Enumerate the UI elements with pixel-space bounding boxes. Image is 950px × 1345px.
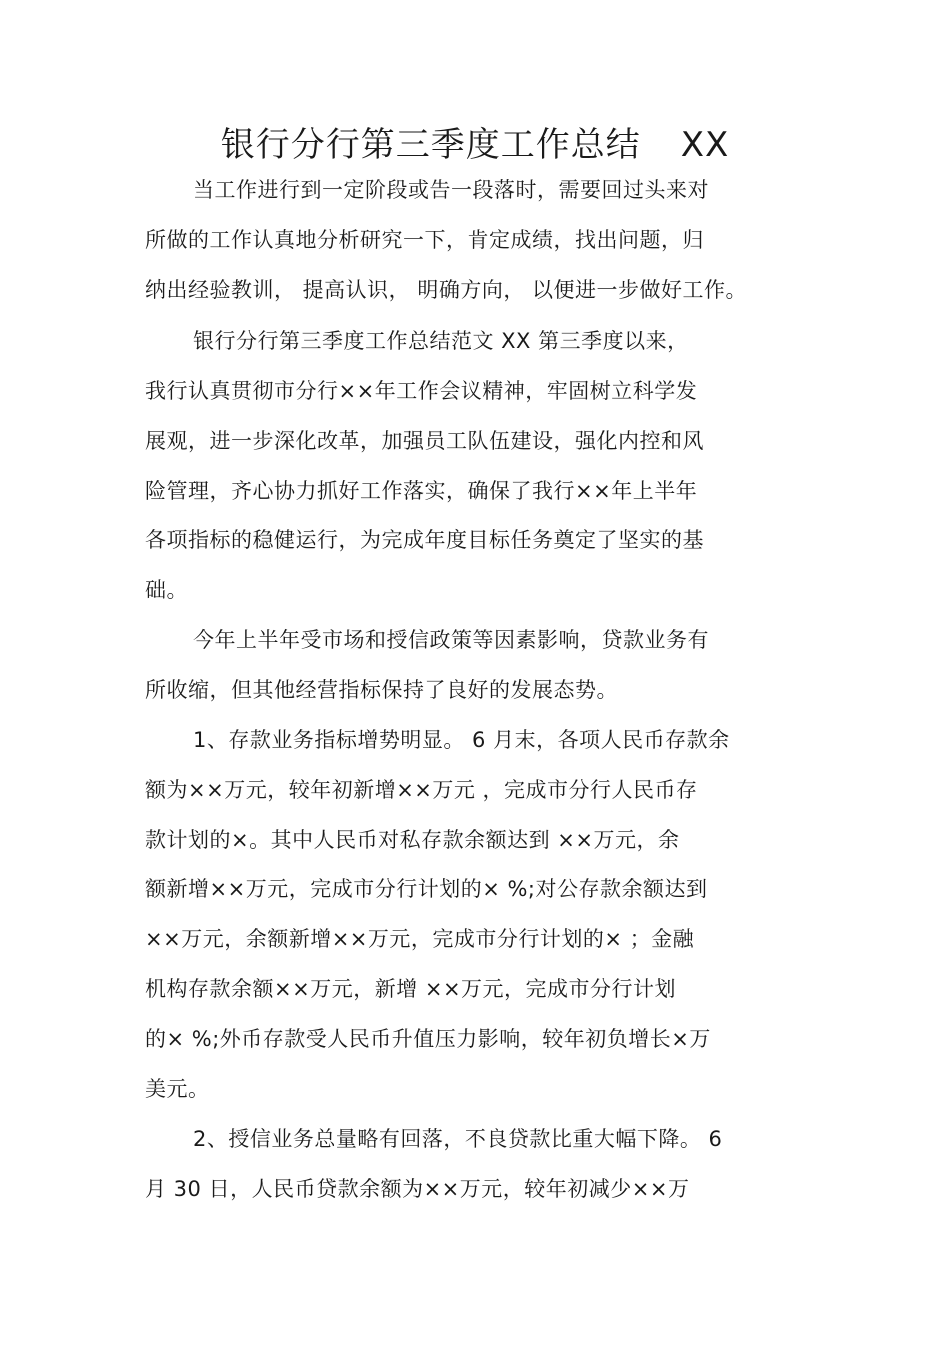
title-suffix: XX — [680, 125, 730, 165]
paragraph-line: 当工作进行到一定阶段或告一段落时，需要回过头来对 — [193, 178, 709, 202]
paragraph-line: 月 30 日，人民币贷款余额为××万元，较年初减少××万 — [145, 1177, 690, 1201]
paragraph-line: 险管理，齐心协力抓好工作落实，确保了我行××年上半年 — [145, 479, 698, 503]
paragraph-line: 纳出经验教训， 提高认识， 明确方向， 以便进一步做好工作。 — [145, 278, 748, 302]
document-title — [0, 120, 950, 170]
paragraph-line: 额为××万元，较年初新增××万元 ，完成市分行人民币存 — [145, 778, 698, 802]
paragraph-line: 各项指标的稳健运行，为完成年度目标任务奠定了坚实的基 — [145, 528, 704, 552]
paragraph-line: 展观，进一步深化改革，加强员工队伍建设，强化内控和风 — [145, 429, 704, 453]
paragraph-line: 额新增××万元，完成市分行计划的× %;对公存款余额达到 — [145, 877, 708, 901]
paragraph-line: 1、存款业务指标增势明显。 6 月末，各项人民币存款余 — [193, 728, 730, 752]
paragraph-line: 款计划的×。其中人民币对私存款余额达到 ××万元，余 — [145, 828, 680, 852]
title-main: 银行分行第三季度工作总结 — [220, 125, 641, 165]
paragraph-line: 的× %;外币存款受人民币升值压力影响，较年初负增长×万 — [145, 1027, 711, 1051]
paragraph-line: 我行认真贯彻市分行××年工作会议精神，牢固树立科学发 — [145, 379, 698, 403]
paragraph-line: ××万元，余额新增××万元，完成市分行计划的× ；金融 — [145, 927, 695, 951]
paragraph-line: 机构存款余额××万元，新增 ××万元，完成市分行计划 — [145, 977, 677, 1001]
paragraph-line: 2、授信业务总量略有回落，不良贷款比重大幅下降。 6 — [193, 1127, 723, 1151]
paragraph-line: 所做的工作认真地分析研究一下，肯定成绩，找出问题，归 — [145, 228, 704, 252]
paragraph-line: 础。 — [145, 578, 188, 602]
paragraph-line: 今年上半年受市场和授信政策等因素影响，贷款业务有 — [193, 628, 709, 652]
paragraph-line: 所收缩，但其他经营指标保持了良好的发展态势。 — [145, 678, 618, 702]
paragraph-line: 银行分行第三季度工作总结范文 XX 第三季度以来， — [193, 329, 689, 353]
paragraph-line: 美元。 — [145, 1077, 210, 1101]
